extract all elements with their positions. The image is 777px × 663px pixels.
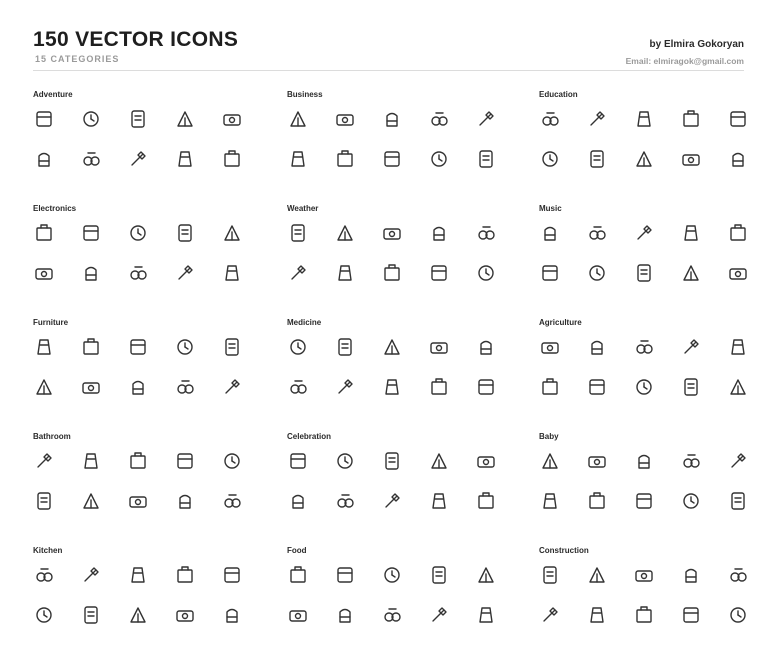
- money-icon: [428, 108, 450, 130]
- globe-icon: [633, 148, 655, 170]
- category-label: Furniture: [33, 318, 69, 327]
- hourglass-icon: [287, 108, 309, 130]
- calculator-icon: [727, 148, 749, 170]
- gift-bag-icon: [287, 450, 309, 472]
- category-construction: [539, 546, 769, 656]
- baby-bath-icon: [586, 450, 608, 472]
- storm-cloud-icon: [381, 222, 403, 244]
- washing-machine-icon: [127, 450, 149, 472]
- scales-icon: [381, 148, 403, 170]
- mouse-icon: [33, 222, 55, 244]
- kettle-icon: [33, 604, 55, 626]
- faucet-icon: [221, 450, 243, 472]
- bottles-icon: [381, 490, 403, 512]
- pocket-knife-icon: [174, 108, 196, 130]
- rattle-icon: [680, 490, 702, 512]
- pizza-slice-icon: [381, 604, 403, 626]
- razor-icon: [174, 490, 196, 512]
- notebook-icon: [727, 108, 749, 130]
- popsicle-icon: [287, 604, 309, 626]
- category-electronics: [33, 204, 263, 314]
- toothbrush-icon: [80, 490, 102, 512]
- trowel-icon: [680, 604, 702, 626]
- microphone-icon: [586, 222, 608, 244]
- apron-icon: [174, 564, 196, 586]
- thermometer-icon: [334, 336, 356, 358]
- volume-icon: [727, 262, 749, 284]
- tractor-icon: [680, 336, 702, 358]
- hammer-icon: [680, 564, 702, 586]
- category-label: Kitchen: [33, 546, 63, 555]
- alarm-clock-icon: [633, 108, 655, 130]
- category-label: Education: [539, 90, 578, 99]
- category-adventure: [33, 90, 263, 200]
- cutting-board-icon: [80, 564, 102, 586]
- first-aid-kit-icon: [428, 376, 450, 398]
- towel-icon: [80, 450, 102, 472]
- compass-icon: [221, 108, 243, 130]
- milk-carton-icon: [381, 564, 403, 586]
- radio-icon: [680, 262, 702, 284]
- spoons-icon: [80, 604, 102, 626]
- smartwatch-icon: [174, 222, 196, 244]
- chair-icon: [221, 336, 243, 358]
- screwdriver-icon: [633, 604, 655, 626]
- category-medicine: [287, 318, 517, 428]
- bandage-icon: [475, 336, 497, 358]
- crib-icon: [633, 450, 655, 472]
- microwave-icon: [80, 262, 102, 284]
- chart-board-icon: [381, 108, 403, 130]
- ruler-icon: [586, 108, 608, 130]
- drill-icon: [633, 564, 655, 586]
- equalizer-icon: [586, 262, 608, 284]
- mixer-icon: [221, 604, 243, 626]
- wrench-icon: [586, 604, 608, 626]
- id-badge-icon: [334, 376, 356, 398]
- speaker-icon: [539, 222, 561, 244]
- category-education: [539, 90, 769, 200]
- wheelbarrow-icon: [586, 336, 608, 358]
- page-title: 150 VECTOR ICONS: [33, 28, 239, 51]
- category-label: Adventure: [33, 90, 73, 99]
- book-icon: [539, 108, 561, 130]
- header-divider: [33, 70, 744, 71]
- shovel-icon: [586, 376, 608, 398]
- sofa-icon: [80, 336, 102, 358]
- cupcake-icon: [428, 604, 450, 626]
- vacuum-cleaner-icon: [127, 262, 149, 284]
- author-credit: by Elmira Gokoryan: [649, 39, 744, 50]
- category-label: Agriculture: [539, 318, 582, 327]
- sink-icon: [221, 490, 243, 512]
- header: [0, 0, 777, 72]
- baby-bottle-icon: [539, 490, 561, 512]
- triangle-ruler-icon: [727, 604, 749, 626]
- stethoscope-icon: [381, 376, 403, 398]
- tent-icon: [127, 148, 149, 170]
- iron-icon: [221, 222, 243, 244]
- cup-icon: [475, 450, 497, 472]
- category-label: Electronics: [33, 204, 77, 213]
- pyramid-toy-icon: [539, 450, 561, 472]
- smartphone-icon: [221, 262, 243, 284]
- category-kitchen: [33, 546, 263, 656]
- candle-icon: [475, 490, 497, 512]
- champagne-glasses-icon: [381, 450, 403, 472]
- bucket-icon: [727, 336, 749, 358]
- windmill-icon: [633, 376, 655, 398]
- blender-icon: [33, 564, 55, 586]
- pencil-icon: [586, 148, 608, 170]
- nails-icon: [539, 604, 561, 626]
- party-hat-icon: [287, 490, 309, 512]
- fence-icon: [633, 336, 655, 358]
- category-bathroom: [33, 432, 263, 542]
- bed-icon: [174, 336, 196, 358]
- dresser-icon: [127, 376, 149, 398]
- turntable-icon: [633, 222, 655, 244]
- bell-icon: [539, 148, 561, 170]
- fridge-icon: [221, 564, 243, 586]
- safety-pin-icon: [586, 490, 608, 512]
- headset-icon: [80, 222, 102, 244]
- ambulance-icon: [381, 336, 403, 358]
- pot-icon: [127, 604, 149, 626]
- syringe-icon: [428, 336, 450, 358]
- toilet-icon: [33, 490, 55, 512]
- monitor-icon: [127, 222, 149, 244]
- baby-onesie-icon: [727, 450, 749, 472]
- fried-egg-icon: [334, 604, 356, 626]
- birdhouse-icon: [539, 336, 561, 358]
- category-label: Music: [539, 204, 562, 213]
- calendar-icon: [334, 490, 356, 512]
- music-note-icon: [680, 222, 702, 244]
- toaster-icon: [127, 564, 149, 586]
- category-celebration: [287, 432, 517, 542]
- category-music: [539, 204, 769, 314]
- folded-map-icon: [174, 148, 196, 170]
- wallet-icon: [428, 148, 450, 170]
- category-label: Medicine: [287, 318, 322, 327]
- hail-cloud-icon: [428, 222, 450, 244]
- chocolate-bar-icon: [475, 604, 497, 626]
- flashlight-icon: [33, 148, 55, 170]
- category-food: [287, 546, 517, 656]
- cutlery-icon: [174, 604, 196, 626]
- lamp-icon: [33, 336, 55, 358]
- salad-bowl-icon: [334, 564, 356, 586]
- pill-bottle-icon: [287, 376, 309, 398]
- desk-icon: [174, 376, 196, 398]
- axe-icon: [80, 108, 102, 130]
- sun-storm-icon: [381, 262, 403, 284]
- snow-cloud-icon: [475, 222, 497, 244]
- coins-icon: [475, 108, 497, 130]
- atm-icon: [287, 148, 309, 170]
- cloudy-icon: [428, 262, 450, 284]
- phone-chart-icon: [475, 376, 497, 398]
- watering-can-icon: [727, 376, 749, 398]
- wardrobe-icon: [33, 376, 55, 398]
- pacifier-icon: [727, 490, 749, 512]
- safe-icon: [334, 148, 356, 170]
- crayon-icon: [680, 148, 702, 170]
- soap-dispenser-icon: [33, 450, 55, 472]
- credit-card-icon: [334, 108, 356, 130]
- category-label: Bathroom: [33, 432, 71, 441]
- toilet-paper-icon: [174, 450, 196, 472]
- usb-drive-icon: [33, 262, 55, 284]
- rocket-icon: [680, 108, 702, 130]
- category-label: Celebration: [287, 432, 332, 441]
- armchair-icon: [127, 336, 149, 358]
- closet-icon: [221, 376, 243, 398]
- diaper-icon: [633, 490, 655, 512]
- cloud-icon: [287, 222, 309, 244]
- stroller-icon: [680, 450, 702, 472]
- saw-icon: [586, 564, 608, 586]
- jar-icon: [287, 564, 309, 586]
- camera-icon: [174, 262, 196, 284]
- invitation-icon: [428, 490, 450, 512]
- rain-cloud-icon: [334, 222, 356, 244]
- category-business: [287, 90, 517, 200]
- map-board-icon: [80, 148, 102, 170]
- category-label: Baby: [539, 432, 559, 441]
- category-label: Construction: [539, 546, 589, 555]
- cloud-rain-icon: [475, 262, 497, 284]
- rake-icon: [680, 376, 702, 398]
- paintbrush-icon: [727, 564, 749, 586]
- gift-box-icon: [428, 450, 450, 472]
- canned-food-icon: [475, 564, 497, 586]
- category-furniture: [33, 318, 263, 428]
- category-label: Weather: [287, 204, 319, 213]
- sun-icon: [287, 262, 309, 284]
- vinyl-icon: [633, 262, 655, 284]
- binoculars-icon: [33, 108, 55, 130]
- cupboard-icon: [80, 376, 102, 398]
- pills-icon: [287, 336, 309, 358]
- page-subtitle: 15 CATEGORIES: [35, 54, 120, 64]
- cassette-icon: [727, 222, 749, 244]
- burger-icon: [428, 564, 450, 586]
- backpack-icon: [127, 108, 149, 130]
- category-agriculture: [539, 318, 769, 428]
- category-label: Business: [287, 90, 323, 99]
- scarecrow-icon: [539, 376, 561, 398]
- category-label: Food: [287, 546, 307, 555]
- cake-icon: [334, 450, 356, 472]
- paint-roller-icon: [539, 564, 561, 586]
- category-weather: [287, 204, 517, 314]
- bathtub-icon: [127, 490, 149, 512]
- mp3-player-icon: [539, 262, 561, 284]
- campfire-icon: [221, 148, 243, 170]
- money-bag-icon: [475, 148, 497, 170]
- author-email: Email: elmiragok@gmail.com: [625, 56, 744, 66]
- sun-cloud-icon: [334, 262, 356, 284]
- category-baby: [539, 432, 769, 542]
